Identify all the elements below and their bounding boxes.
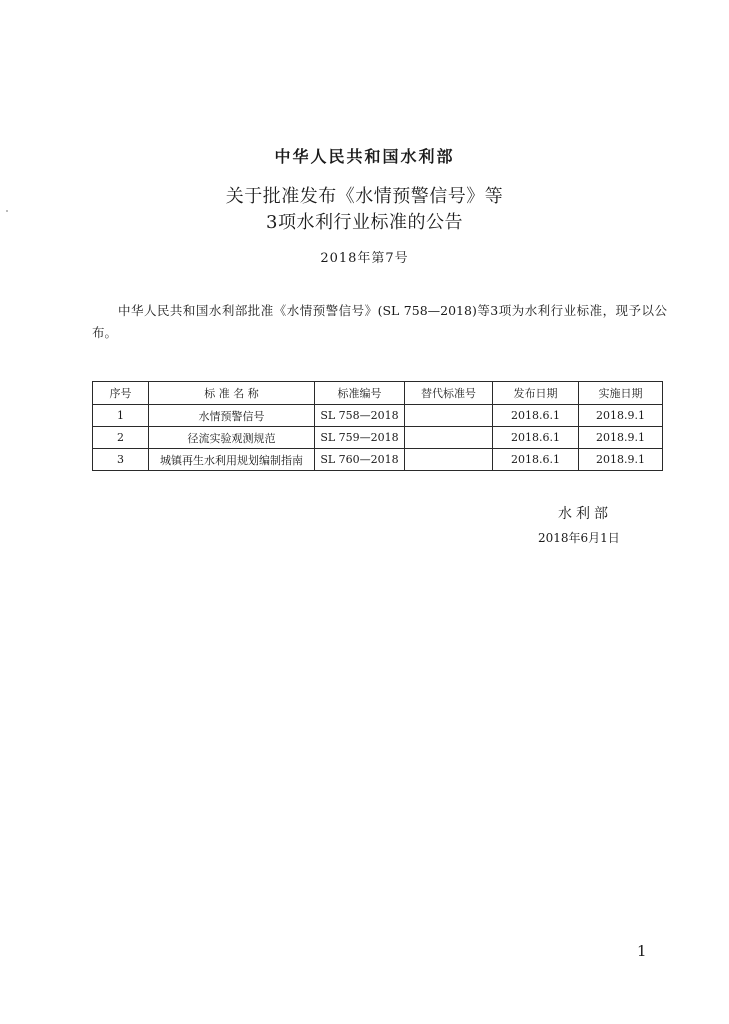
- cell-standard-name: 城镇再生水利用规划编制指南: [149, 449, 315, 471]
- header-standard-name: 标 准 名 称: [149, 382, 315, 405]
- cell-standard-name: 径流实验观测规范: [149, 427, 315, 449]
- document-number: 2018年第7号: [320, 251, 409, 266]
- header-release-date: 发布日期: [493, 382, 579, 405]
- cell-replaced-standard: [405, 427, 493, 449]
- table-row: [93, 427, 663, 449]
- table-row: [93, 449, 663, 471]
- cell-standard-number: SL 760—2018: [315, 449, 405, 471]
- cell-effective-date: 2018.9.1: [579, 427, 663, 449]
- cell-standard-name: 水情预警信号: [149, 405, 315, 427]
- cell-serial: 3: [93, 449, 149, 471]
- header-standard-number: 标准编号: [315, 382, 405, 405]
- cell-release-date: 2018.6.1: [493, 405, 579, 427]
- cell-standard-number: SL 758—2018: [315, 405, 405, 427]
- cell-serial: 2: [93, 427, 149, 449]
- announcement-title-line-1: 关于批准发布《水情预警信号》等: [225, 186, 504, 207]
- cell-release-date: 2018.6.1: [493, 427, 579, 449]
- cell-replaced-standard: [405, 449, 493, 471]
- announcement-body: 中华人民共和国水利部批准《水情预警信号》(SL 758—2018)等3项为水利行业标准，现予以公布。: [92, 303, 667, 340]
- cell-standard-number: SL 759—2018: [315, 427, 405, 449]
- cell-serial: 1: [93, 405, 149, 427]
- issuer-name: 中华人民共和国水利部: [274, 147, 455, 166]
- signature-date: 2018年6月1日: [538, 531, 620, 545]
- cell-effective-date: 2018.9.1: [579, 449, 663, 471]
- cell-replaced-standard: [405, 405, 493, 427]
- signer-name: 水利部: [558, 506, 612, 522]
- table-row: [93, 405, 663, 427]
- standards-table: [92, 381, 663, 471]
- cell-release-date: 2018.6.1: [493, 449, 579, 471]
- table-header-row: [93, 382, 663, 405]
- header-effective-date: 实施日期: [579, 382, 663, 405]
- page-number: 1: [637, 942, 647, 960]
- announcement-title-line-2: 3项水利行业标准的公告: [266, 212, 463, 233]
- header-serial: 序号: [93, 382, 149, 405]
- cell-effective-date: 2018.9.1: [579, 405, 663, 427]
- header-replaced-standard: 替代标准号: [405, 382, 493, 405]
